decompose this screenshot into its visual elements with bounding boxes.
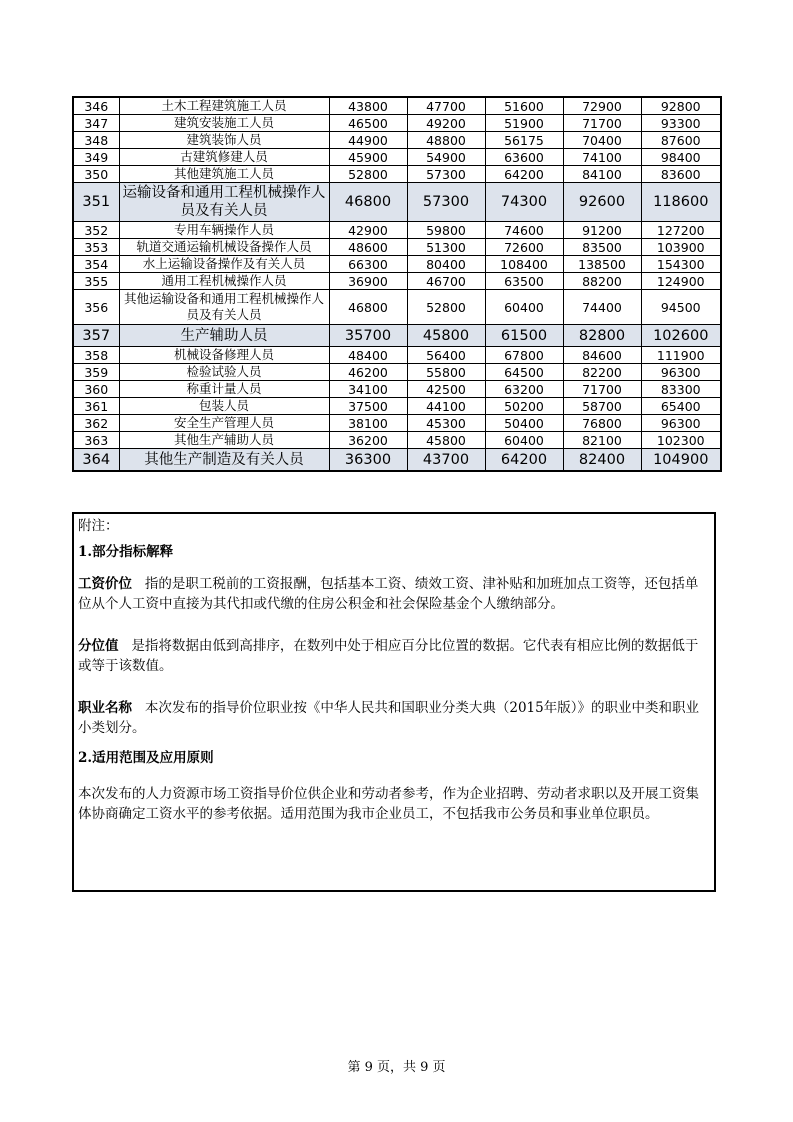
wage-value: 92600 [563,183,641,222]
wage-value: 48800 [407,132,485,149]
occupation-code: 352 [73,222,119,239]
occupation-code: 355 [73,273,119,290]
wage-value: 45800 [407,432,485,449]
occupation-name: 包装人员 [119,398,329,415]
occupation-code: 363 [73,432,119,449]
occupation-name: 建筑安装施工人员 [119,115,329,132]
wage-value: 82400 [563,449,641,472]
wage-value: 83500 [563,239,641,256]
wage-value: 72600 [485,239,563,256]
wage-value: 74300 [485,183,563,222]
occupation-name: 称重计量人员 [119,381,329,398]
occupation-name: 轨道交通运输机械设备操作人员 [119,239,329,256]
wage-value: 42500 [407,381,485,398]
definition-text: 本次发布的指导价位职业按《中华人民共和国职业分类大典（2015年版）》的职业中类和职业小类划分。 [78,700,699,736]
occupation-code: 358 [73,347,119,364]
occupation-name: 土木工程建筑施工人员 [119,97,329,115]
wage-value: 60400 [485,290,563,325]
wage-value: 103900 [641,239,721,256]
wage-value: 43800 [329,97,407,115]
wage-value: 124900 [641,273,721,290]
wage-value: 82200 [563,364,641,381]
wage-value: 83300 [641,381,721,398]
wage-value: 54900 [407,149,485,166]
occupation-code: 364 [73,449,119,472]
occupation-name: 运输设备和通用工程机械操作人员及有关人员 [119,183,329,222]
wage-value: 118600 [641,183,721,222]
occupation-code: 359 [73,364,119,381]
wage-value: 74600 [485,222,563,239]
occupation-code: 351 [73,183,119,222]
wage-value: 51600 [485,97,563,115]
wage-value: 104900 [641,449,721,472]
table-row [73,97,721,115]
wage-value: 96300 [641,415,721,432]
occupation-code: 362 [73,415,119,432]
occupation-name: 其他生产辅助人员 [119,432,329,449]
wage-value: 36900 [329,273,407,290]
table-row [73,222,721,239]
table-row [73,256,721,273]
wage-value: 74400 [563,290,641,325]
wage-table-body [73,97,721,471]
wage-value: 34100 [329,381,407,398]
wage-table [72,96,722,472]
occupation-name: 生产辅助人员 [119,325,329,347]
wage-value: 84100 [563,166,641,183]
occupation-name: 其他建筑施工人员 [119,166,329,183]
table-row [73,149,721,166]
wage-value: 67800 [485,347,563,364]
wage-value: 36300 [329,449,407,472]
wage-value: 154300 [641,256,721,273]
table-row [73,325,721,347]
wage-value: 66300 [329,256,407,273]
wage-value: 57300 [407,166,485,183]
wage-value: 70400 [563,132,641,149]
wage-value: 44900 [329,132,407,149]
wage-value: 63600 [485,149,563,166]
wage-value: 64200 [485,449,563,472]
page-footer: 第 9 页，共 9 页 [347,1060,446,1075]
wage-value: 84600 [563,347,641,364]
wage-value: 63500 [485,273,563,290]
occupation-code: 360 [73,381,119,398]
wage-value: 55800 [407,364,485,381]
wage-value: 65400 [641,398,721,415]
wage-value: 52800 [407,290,485,325]
wage-value: 93300 [641,115,721,132]
wage-value: 45900 [329,149,407,166]
wage-value: 111900 [641,347,721,364]
wage-value: 72900 [563,97,641,115]
wage-value: 37500 [329,398,407,415]
wage-value: 94500 [641,290,721,325]
occupation-code: 353 [73,239,119,256]
occupation-name: 检验试验人员 [119,364,329,381]
wage-value: 80400 [407,256,485,273]
wage-value: 102300 [641,432,721,449]
term-occupation: 职业名称 [78,700,132,716]
occupation-code: 350 [73,166,119,183]
occupation-code: 354 [73,256,119,273]
occupation-code: 349 [73,149,119,166]
occupation-name: 建筑装饰人员 [119,132,329,149]
wage-value: 82800 [563,325,641,347]
table-row [73,415,721,432]
wage-value: 61500 [485,325,563,347]
occupation-code: 356 [73,290,119,325]
term-percentile: 分位值 [78,638,119,654]
wage-value: 46800 [329,290,407,325]
table-row [73,290,721,325]
wage-value: 56400 [407,347,485,364]
section-2-title: 2.适用范围及应用原则 [78,750,214,766]
wage-value: 74100 [563,149,641,166]
wage-value: 98400 [641,149,721,166]
definition-percentile [78,636,710,676]
wage-value: 46700 [407,273,485,290]
table-row [73,432,721,449]
notes-heading: 附注： [78,518,119,534]
occupation-code: 357 [73,325,119,347]
scope-paragraph: 本次发布的人力资源市场工资指导价位供企业和劳动者参考，作为企业招聘、劳动者求职以及开展工资集体协商确定工资水平的参考依据。适用范围为我市企业员工，不包括我市公务员和事业单位职员。 [78,786,699,822]
wage-value: 50400 [485,415,563,432]
table-row [73,449,721,472]
wage-value: 88200 [563,273,641,290]
wage-value: 45800 [407,325,485,347]
wage-value: 87600 [641,132,721,149]
wage-value: 108400 [485,256,563,273]
occupation-name: 机械设备修理人员 [119,347,329,364]
wage-value: 47700 [407,97,485,115]
occupation-code: 347 [73,115,119,132]
table-row [73,183,721,222]
wage-value: 71700 [563,381,641,398]
wage-value: 46800 [329,183,407,222]
wage-value: 102600 [641,325,721,347]
wage-value: 76800 [563,415,641,432]
table-row [73,166,721,183]
definition-wage-level [78,574,710,614]
wage-value: 58700 [563,398,641,415]
wage-value: 45300 [407,415,485,432]
wage-value: 64200 [485,166,563,183]
occupation-name: 其他生产制造及有关人员 [119,449,329,472]
table-row [73,364,721,381]
wage-value: 36200 [329,432,407,449]
definition-occupation [78,698,710,738]
wage-value: 51900 [485,115,563,132]
wage-value: 59800 [407,222,485,239]
wage-value: 43700 [407,449,485,472]
wage-value: 42900 [329,222,407,239]
wage-value: 83600 [641,166,721,183]
wage-value: 52800 [329,166,407,183]
table-row [73,381,721,398]
table-row [73,398,721,415]
wage-value: 64500 [485,364,563,381]
wage-value: 48400 [329,347,407,364]
occupation-name: 其他运输设备和通用工程机械操作人员及有关人员 [119,290,329,325]
wage-value: 35700 [329,325,407,347]
wage-value: 96300 [641,364,721,381]
definition-text: 是指将数据由低到高排序，在数列中处于相应百分比位置的数据。它代表有相应比例的数据低于或等于该数值。 [78,638,699,674]
table-row [73,273,721,290]
wage-value: 50200 [485,398,563,415]
wage-value: 46200 [329,364,407,381]
table-row [73,347,721,364]
occupation-code: 361 [73,398,119,415]
wage-value: 82100 [563,432,641,449]
wage-value: 51300 [407,239,485,256]
wage-value: 92800 [641,97,721,115]
occupation-name: 安全生产管理人员 [119,415,329,432]
definition-text: 指的是职工税前的工资报酬，包括基本工资、绩效工资、津补贴和加班加点工资等，还包括单位从个人工资中直接为其代扣或代缴的住房公积金和社会保险基金个人缴纳部分。 [78,576,699,612]
table-row [73,115,721,132]
occupation-name: 水上运输设备操作及有关人员 [119,256,329,273]
wage-value: 44100 [407,398,485,415]
wage-value: 49200 [407,115,485,132]
wage-value: 60400 [485,432,563,449]
notes-box [72,512,716,892]
occupation-name: 专用车辆操作人员 [119,222,329,239]
wage-value: 138500 [563,256,641,273]
occupation-name: 古建筑修建人员 [119,149,329,166]
wage-value: 38100 [329,415,407,432]
wage-value: 57300 [407,183,485,222]
occupation-code: 348 [73,132,119,149]
wage-value: 127200 [641,222,721,239]
wage-value: 63200 [485,381,563,398]
wage-value: 71700 [563,115,641,132]
term-wage-level: 工资价位 [78,576,132,592]
table-row [73,239,721,256]
wage-value: 56175 [485,132,563,149]
table-row [73,132,721,149]
wage-value: 91200 [563,222,641,239]
wage-value: 48600 [329,239,407,256]
wage-value: 46500 [329,115,407,132]
occupation-code: 346 [73,97,119,115]
occupation-name: 通用工程机械操作人员 [119,273,329,290]
section-1-title: 1.部分指标解释 [78,544,174,560]
